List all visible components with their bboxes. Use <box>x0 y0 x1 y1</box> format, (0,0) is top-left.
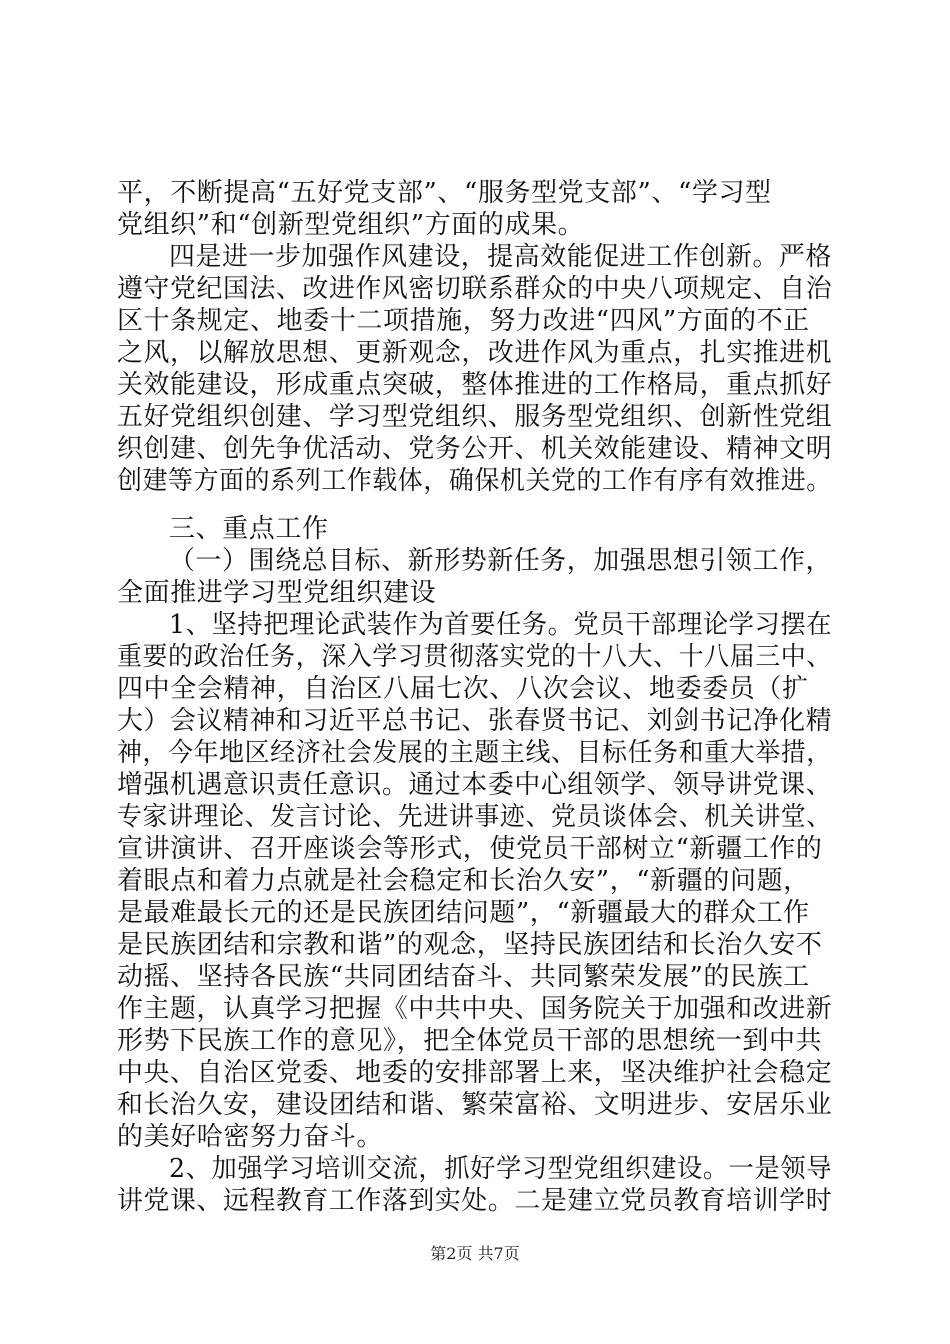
body-text-line: 增强机遇意识责任意识。通过本委中心组领学、领导讲党课、 <box>117 770 833 800</box>
body-text-line: 宣讲演讲、召开座谈会等形式，使党员干部树立“新疆工作的 <box>117 834 823 864</box>
body-text-line: 中央、自治区党委、地委的安排部署上来，坚决维护社会稳定 <box>117 1058 833 1088</box>
body-text-line: 和长治久安，建设团结和谐、繁荣富裕、文明进步、安居乐业 <box>117 1090 833 1120</box>
body-text-line: 讲党课、远程教育工作落到实处。二是建立党员教育培训学时 <box>117 1186 833 1216</box>
body-text-line: 是民族团结和宗教和谐”的观念，坚持民族团结和长治久安不 <box>117 930 823 960</box>
paragraph-start-line: 1、坚持把理论武装作为首要任务。党员干部理论学习摆在 <box>169 610 833 640</box>
paragraph-start-line: 2、加强学习培训交流，抓好学习型党组织建设。一是领导 <box>169 1154 833 1184</box>
body-text-line: 大）会议精神和习近平总书记、张春贤书记、刘剑书记净化精 <box>117 706 833 736</box>
body-text-line: 动摇、坚持各民族“共同团结奋斗、共同繁荣发展”的民族工 <box>117 962 810 992</box>
body-text-line: 作主题，认真学习把握《中共中央、国务院关于加强和改进新 <box>117 994 833 1024</box>
body-text-line: 关效能建设，形成重点突破，整体推进的工作格局，重点抓好 <box>117 370 833 400</box>
page-number-footer: 第2页 共7页 <box>430 1244 520 1263</box>
body-text-line: 神，今年地区经济社会发展的主题主线、目标任务和重大举措， <box>117 738 832 768</box>
paragraph-start-line: 四是进一步加强作风建设，提高效能促进工作创新。严格 <box>169 242 833 272</box>
body-text-line: 区十条规定、地委十二项措施，努力改进“四风”方面的不正 <box>117 306 810 336</box>
body-text-line: 的美好哈密努力奋斗。 <box>117 1122 384 1152</box>
subsection-heading-continued: 全面推进学习型党组织建设 <box>117 578 437 608</box>
body-text-line: 遵守党纪国法、改进作风密切联系群众的中央八项规定、自治 <box>117 274 833 304</box>
body-text-line: 是最难最长元的还是民族团结问题”，“新疆最大的群众工作 <box>117 898 810 928</box>
body-text-line: 专家讲理论、发言讨论、先进讲事迹、党员谈体会、机关讲堂、 <box>117 802 832 832</box>
body-text-line: 党组织”和“创新型党组织”方面的成果。 <box>117 210 585 240</box>
body-text-line: 重要的政治任务，深入学习贯彻落实党的十八大、十八届三中、 <box>117 642 832 672</box>
body-text-line: 之风，以解放思想、更新观念，改进作风为重点，扎实推进机 <box>117 338 833 368</box>
body-text-line: 着眼点和着力点就是社会稳定和长治久安”，“新疆的问题， <box>117 866 810 896</box>
body-text-line: 四中全会精神，自治区八届七次、八次会议、地委委员（扩 <box>117 674 809 704</box>
subsection-heading: （一）围绕总目标、新形势新任务，加强思想引领工作， <box>169 546 833 576</box>
body-text-line: 形势下民族工作的意见》，把全体党员干部的思想统一到中共 <box>117 1026 823 1056</box>
body-text-line: 织创建、创先争优活动、党务公开、机关效能建设、精神文明 <box>117 434 833 464</box>
section-heading: 三、重点工作 <box>169 514 329 544</box>
body-text-line: 五好党组织创建、学习型党组织、服务型党组织、创新性党组 <box>117 402 833 432</box>
body-text-line: 平，不断提高“五好党支部”、“服务型党支部”、“学习型 <box>117 178 772 208</box>
body-text-line: 创建等方面的系列工作载体，确保机关党的工作有序有效推进。 <box>117 466 832 496</box>
